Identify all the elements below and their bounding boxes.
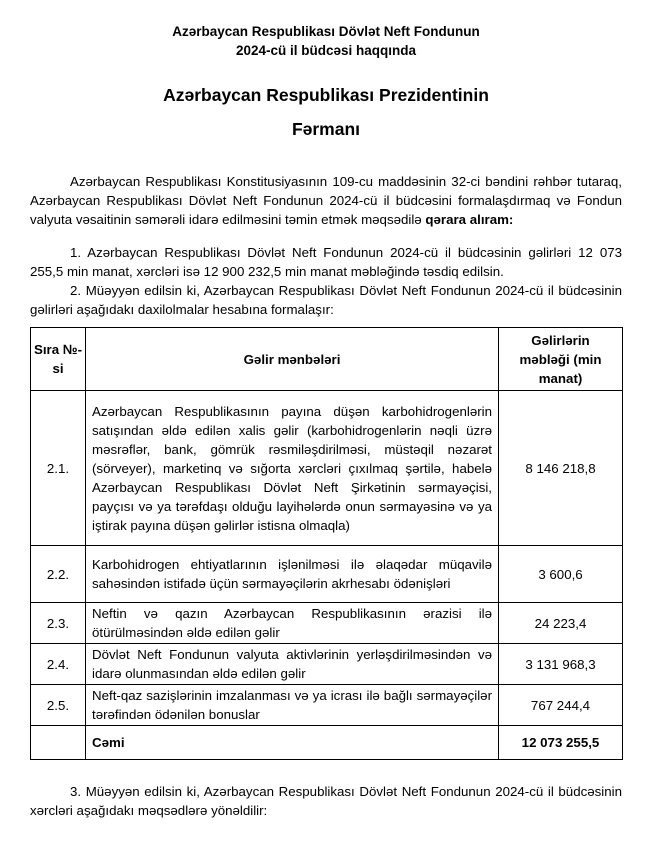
preamble-bold-text: qərara alıram: bbox=[425, 212, 514, 227]
header-cell-source: Gəlir mənbələri bbox=[86, 328, 499, 391]
row-amount: 767 244,4 bbox=[499, 685, 623, 726]
total-empty-cell bbox=[31, 726, 86, 760]
table-row bbox=[31, 391, 623, 546]
row-source: Azərbaycan Respublikasının payına düşən karbohidrogenlərin satışından əldə edilən xalis gəlir (karbohidrogenlərin nəqli üzrə məsrəflər, bank, gömrük rəsmiləşdirilməsi, müstəqil nəzarət (sörveyer), marketinq və sığorta xərcləri çıxılmaq şərtilə, habelə Azərbaycan Respublikası Dövlət Neft Şirkətinin sərmayəçisi, payçısı və ya tərəfdaşı olduğu layihələrdə onun sərmayəsinə və ya iştirak payına düşən gəlirlər istisna olmaqla) bbox=[86, 391, 499, 546]
row-source: Neftin və qazın Azərbaycan Respublikasının ərazisi ilə ötürülməsindən əldə edilən gəlir bbox=[86, 603, 499, 644]
total-amount: 12 073 255,5 bbox=[499, 726, 623, 760]
row-number: 2.3. bbox=[31, 603, 86, 644]
row-number: 2.4. bbox=[31, 644, 86, 685]
row-source: Karbohidrogen ehtiyatlarının işlənilməsi ilə əlaqədar müqavilə sahəsindən istifadə üçün sərmayəçilərin akrhesabı ödənişləri bbox=[86, 546, 499, 603]
row-source: Dövlət Neft Fondunun valyuta aktivlərinin yerləşdirilməsindən və idarə olunmasından əldə edilən gəlir bbox=[86, 644, 499, 685]
row-amount: 8 146 218,8 bbox=[499, 391, 623, 546]
decree-title-line1: Azərbaycan Respublikası Prezidentinin bbox=[163, 85, 489, 105]
table-row bbox=[31, 644, 623, 685]
table-row bbox=[31, 685, 623, 726]
table-row bbox=[31, 603, 623, 644]
revenue-table bbox=[30, 327, 623, 760]
row-amount: 3 600,6 bbox=[499, 546, 623, 603]
row-amount: 3 131 968,3 bbox=[499, 644, 623, 685]
row-source: Neft-qaz sazişlərinin imzalanması və ya icrası ilə bağlı sərmayəçilər tərəfindən ödənilən bonuslar bbox=[86, 685, 499, 726]
table-row bbox=[31, 546, 623, 603]
decree-title-line2: Fərmanı bbox=[291, 119, 361, 139]
table-header-row bbox=[31, 328, 623, 391]
decree-title bbox=[30, 84, 622, 141]
clause-1-paragraph: 1. Azərbaycan Respublikası Dövlət Neft Fondunun 2024-cü il büdcəsinin gəlirləri 12 073 255,5 min manat, xərcləri isə 12 900 232,5 min manat məbləğində təsdiq edilsin. bbox=[30, 245, 622, 279]
preamble-text: Azərbaycan Respublikası Konstitusiyasının 109-cu maddəsinin 32-ci bəndini rəhbər tutaraq, Azərbaycan Respublikası Dövlət Neft Fondunun 2024-cü il büdcəsini formalaşdırmaq və Fondun valyuta vəsaitinin səmərəli idarə edilməsini təmin etmək məqsədilə bbox=[30, 174, 622, 227]
header-cell-number: Sıra №-si bbox=[31, 328, 86, 391]
subject-title-line1: Azərbaycan Respublikası Dövlət Neft Fondunun bbox=[172, 24, 480, 39]
subject-title-line2: 2024-cü il büdcəsi haqqında bbox=[235, 43, 417, 58]
table-total-row bbox=[31, 726, 623, 760]
header-cell-amount: Gəlirlərin məbləği (min manat) bbox=[499, 328, 623, 391]
preamble-paragraph bbox=[30, 172, 622, 229]
row-amount: 24 223,4 bbox=[499, 603, 623, 644]
clause-3-paragraph: 3. Müəyyən edilsin ki, Azərbaycan Respublikası Dövlət Neft Fondunun 2024-cü il büdcəsinin xərcləri aşağıdakı məqsədlərə yönəldilir: bbox=[30, 784, 622, 818]
clause-2-paragraph: 2. Müəyyən edilsin ki, Azərbaycan Respublikası Dövlət Neft Fondunun 2024-cü il büdcəsinin gəlirləri aşağıdakı daxilolmalar hesabına formalaşır: bbox=[30, 283, 622, 317]
row-number: 2.5. bbox=[31, 685, 86, 726]
subject-title bbox=[30, 22, 622, 60]
row-number: 2.2. bbox=[31, 546, 86, 603]
total-label: Cəmi bbox=[86, 726, 499, 760]
row-number: 2.1. bbox=[31, 391, 86, 546]
